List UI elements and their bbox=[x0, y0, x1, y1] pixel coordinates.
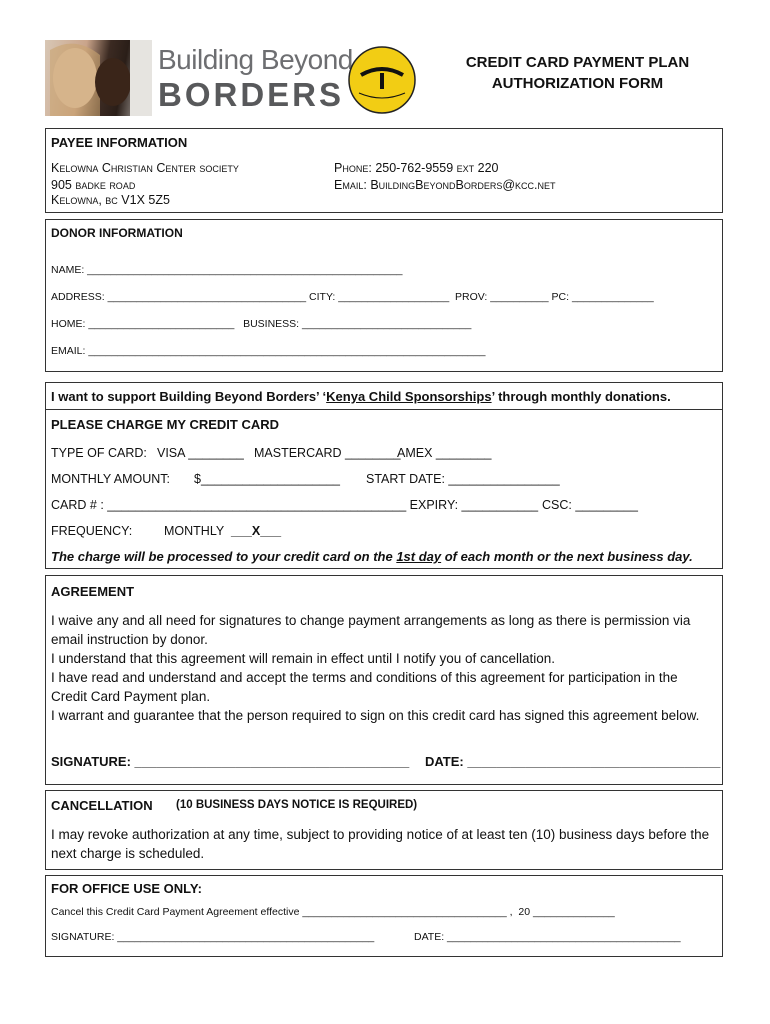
office-date-field[interactable]: DATE: ________________________________________ bbox=[414, 931, 681, 943]
payee-address: 905 badke road bbox=[51, 178, 136, 192]
office-cancel-field[interactable]: Cancel this Credit Card Payment Agreement effective ___________________________________ , 20 ______________ bbox=[51, 906, 615, 918]
payee-ext: ext 220 bbox=[456, 161, 499, 175]
agreement-p3: I have read and understand and accept the terms and conditions of this agreement for participation in the Credit Card Payment plan. bbox=[51, 670, 678, 704]
card-type-label: TYPE OF CARD: bbox=[51, 446, 147, 460]
payee-phone: 250-762-9559 bbox=[375, 161, 454, 175]
payee-email: BuildingBeyondBorders@kcc.net bbox=[370, 178, 556, 192]
visa-option[interactable]: VISA ________ bbox=[157, 446, 244, 460]
office-title: FOR OFFICE USE ONLY: bbox=[51, 881, 202, 896]
monthly-label: MONTHLY bbox=[164, 524, 225, 538]
monthly-mark[interactable]: ___X___ bbox=[231, 524, 282, 538]
charge-title: PLEASE CHARGE MY CREDIT CARD bbox=[51, 417, 280, 432]
charge-note-day: 1st day bbox=[396, 549, 442, 564]
charge-note-prefix: The charge will be processed to your credit card on the bbox=[51, 549, 397, 564]
kenya-help-logo bbox=[347, 45, 417, 115]
charge-note-suffix: of each month or the next business day. bbox=[441, 549, 693, 564]
cancellation-notice: (10 BUSINESS DAYS NOTICE IS REQUIRED) bbox=[176, 799, 418, 811]
donor-address-field[interactable]: ADDRESS: __________________________________ CITY: ___________________ PROV: __________ PC: ______________ bbox=[51, 291, 654, 303]
phone-label: Phone: bbox=[334, 161, 372, 175]
charge-section bbox=[45, 409, 723, 569]
support-statement bbox=[45, 382, 723, 410]
donor-section bbox=[45, 219, 723, 372]
cancellation-title: CANCELLATION bbox=[51, 798, 153, 813]
cancellation-text: I may revoke authorization at any time, subject to providing notice of at least ten (10) business days before the next charge is scheduled. bbox=[51, 827, 710, 861]
payee-postal: V1X 5Z5 bbox=[121, 193, 170, 207]
payee-title: PAYEE INFORMATION bbox=[51, 135, 188, 150]
donor-phone-field[interactable]: HOME: _________________________ BUSINESS: _____________________________ bbox=[51, 318, 472, 330]
monthly-amount-field[interactable]: $____________________ bbox=[194, 472, 340, 486]
agreement-title: AGREEMENT bbox=[51, 584, 135, 599]
card-number-field[interactable]: CARD # : ___________________________________________ EXPIRY: ___________ bbox=[51, 498, 539, 512]
header-photo bbox=[45, 40, 152, 116]
agreement-signature-field[interactable]: SIGNATURE: ______________________________________ bbox=[51, 754, 410, 769]
agreement-p2: I understand that this agreement will remain in effect until I notify you of cancellation. bbox=[51, 651, 556, 666]
agreement-p1: I waive any and all need for signatures to change payment arrangements as long as there is permission via email instruction by donor. bbox=[51, 613, 691, 647]
payee-city: Kelowna, bc bbox=[51, 193, 118, 207]
support-program: Kenya Child Sponsorships bbox=[326, 389, 492, 404]
brand-line2: BORDERS bbox=[158, 76, 345, 113]
payee-org: Kelowna Christian Center society bbox=[51, 161, 239, 175]
email-label: Email: bbox=[334, 178, 367, 192]
donor-title: DONOR INFORMATION bbox=[51, 226, 183, 240]
support-prefix: I want to support Building Beyond Borders’ ‘ bbox=[51, 389, 327, 404]
agreement-date-field[interactable]: DATE: ___________________________________ bbox=[425, 754, 721, 769]
office-section bbox=[45, 875, 723, 957]
donor-name-field[interactable]: NAME: ______________________________________________________ bbox=[51, 264, 403, 276]
mastercard-option[interactable]: MASTERCARD ________ bbox=[254, 446, 401, 460]
support-suffix: ’ through monthly donations. bbox=[491, 389, 671, 404]
form-title-line1: CREDIT CARD PAYMENT PLAN bbox=[465, 54, 690, 71]
csc-field[interactable]: CSC: _________ bbox=[542, 498, 638, 512]
agreement-section bbox=[45, 575, 723, 785]
donor-email-field[interactable]: EMAIL: ____________________________________________________________________ bbox=[51, 345, 486, 357]
agreement-p4: I warrant and guarantee that the person required to sign on this credit card has signed this agreement below. bbox=[51, 708, 700, 723]
monthly-amount-label: MONTHLY AMOUNT: bbox=[51, 472, 170, 486]
amex-option[interactable]: AMEX ________ bbox=[397, 446, 492, 460]
brand-line1: Building Beyond bbox=[158, 44, 353, 75]
start-date-field[interactable]: START DATE: ________________ bbox=[366, 472, 560, 486]
payee-section bbox=[45, 128, 723, 213]
cancellation-section bbox=[45, 790, 723, 870]
office-signature-field[interactable]: SIGNATURE: ____________________________________________ bbox=[51, 931, 375, 943]
form-title-line2: AUTHORIZATION FORM bbox=[491, 75, 664, 92]
frequency-label: FREQUENCY: bbox=[51, 524, 133, 538]
form-title bbox=[445, 52, 710, 94]
